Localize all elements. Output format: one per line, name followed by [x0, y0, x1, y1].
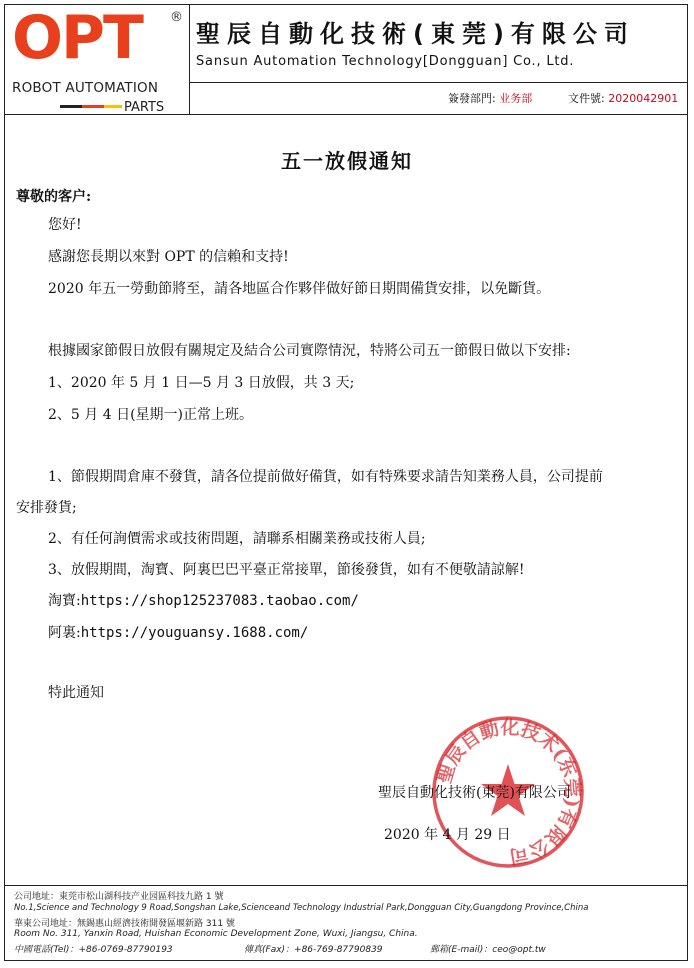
- logo-tagline: ROBOT AUTOMATION: [12, 80, 159, 96]
- branch-address-en: Room No. 311, Yanxin Road, Huishan Economic Development Zone, Wuxi, Jiangsu, China.: [14, 929, 418, 939]
- phone: 中國電話(Tel)：+86-0769-87790193: [14, 945, 173, 955]
- document-number: [568, 90, 678, 106]
- logo: [4, 4, 190, 114]
- logo-bar-yellow: [104, 105, 122, 108]
- dept-label: 簽發部門:: [448, 92, 496, 105]
- company-name-cn: 聖辰自動化技術(東莞)有限公司: [196, 20, 635, 48]
- logo-bar-black: [60, 105, 82, 108]
- branch-address-cn: 華東公司地址：無錫惠山經濟技術開發區堰新路 311 號: [14, 919, 235, 929]
- fax: 傳真(Fax)：+86-769-87790839: [244, 945, 383, 955]
- logo-tagline-parts: PARTS: [124, 100, 165, 115]
- arrangement-item: 1、2020 年 5 月 1 日—5 月 3 日放假，共 3 天;: [48, 375, 355, 391]
- taobao-link[interactable]: https://shop125237083.taobao.com/: [80, 593, 359, 609]
- dept-value: 业务部: [499, 92, 533, 105]
- header-divider: [190, 82, 688, 83]
- issuing-department: [448, 90, 532, 106]
- logo-bar-red: [82, 105, 104, 108]
- note-1: 1、節假期間倉庫不發貨，請各位提前做好備貨，如有特殊要求請告知業務人員，公司提前: [48, 469, 603, 485]
- greeting: 您好!: [48, 217, 82, 233]
- notice-title: 五一放假通知: [281, 149, 413, 173]
- note-3: 3、放假期間，淘寶、阿裏巴巴平臺正常接單，節後發貨，如有不便敬請諒解!: [48, 562, 525, 578]
- address-cn: 公司地址：東莞市松山湖科技产业园區科技九路 1 號: [14, 892, 224, 902]
- company-name-en: Sansun Automation Technology[Dongguan] Co., Ltd.: [196, 54, 575, 69]
- thanks-line: 感謝您長期以來對 OPT 的信賴和支持!: [48, 249, 289, 265]
- intro-line: 2020 年五一勞動節將至，請各地區合作夥伴做好節日期間備貨安排，以免斷貨。: [48, 281, 551, 297]
- alibaba-label: 阿裏:: [48, 625, 81, 641]
- footer-divider: [4, 885, 688, 886]
- signature-date: 2020 年 4 月 29 日: [384, 827, 511, 843]
- registered-mark: ®: [170, 10, 183, 25]
- logo-wordmark: OPT: [12, 3, 142, 73]
- note-1-continued: 安排發貨;: [16, 500, 77, 516]
- signature-company: 聖辰自動化技術(東莞)有限公司: [378, 785, 571, 801]
- taobao-link-row: [48, 590, 359, 610]
- address-en: No.1,Science and Technology 9 Road,Songshan Lake,Scienceand Technology Industrial Park,Dongguan City,Guangdong Province,China: [14, 903, 589, 913]
- alibaba-link-row: [48, 622, 308, 642]
- taobao-label: 淘寶:: [48, 593, 81, 609]
- header-bottom-rule: [4, 114, 688, 115]
- closing: 特此通知: [48, 685, 104, 701]
- doc-value: 2020042901: [608, 92, 679, 105]
- alibaba-link[interactable]: https://youguansy.1688.com/: [80, 625, 309, 641]
- arrangement-item: 2、5 月 4 日(星期一)正常上班。: [48, 407, 253, 423]
- salutation: 尊敬的客户:: [16, 189, 92, 205]
- arrangement-intro: 根據國家節假日放假有關規定及結合公司實際情況，特將公司五一節假日做以下安排:: [48, 343, 571, 359]
- doc-label: 文件號:: [568, 92, 605, 105]
- note-2: 2、有任何詢價需求或技術問題，請聯系相關業務或技術人員;: [48, 531, 426, 547]
- seal-text: 聖辰自動化技术(东莞)有限公司: [433, 716, 584, 868]
- email: 郵箱(E-mail)：ceo@opt.tw: [430, 945, 546, 955]
